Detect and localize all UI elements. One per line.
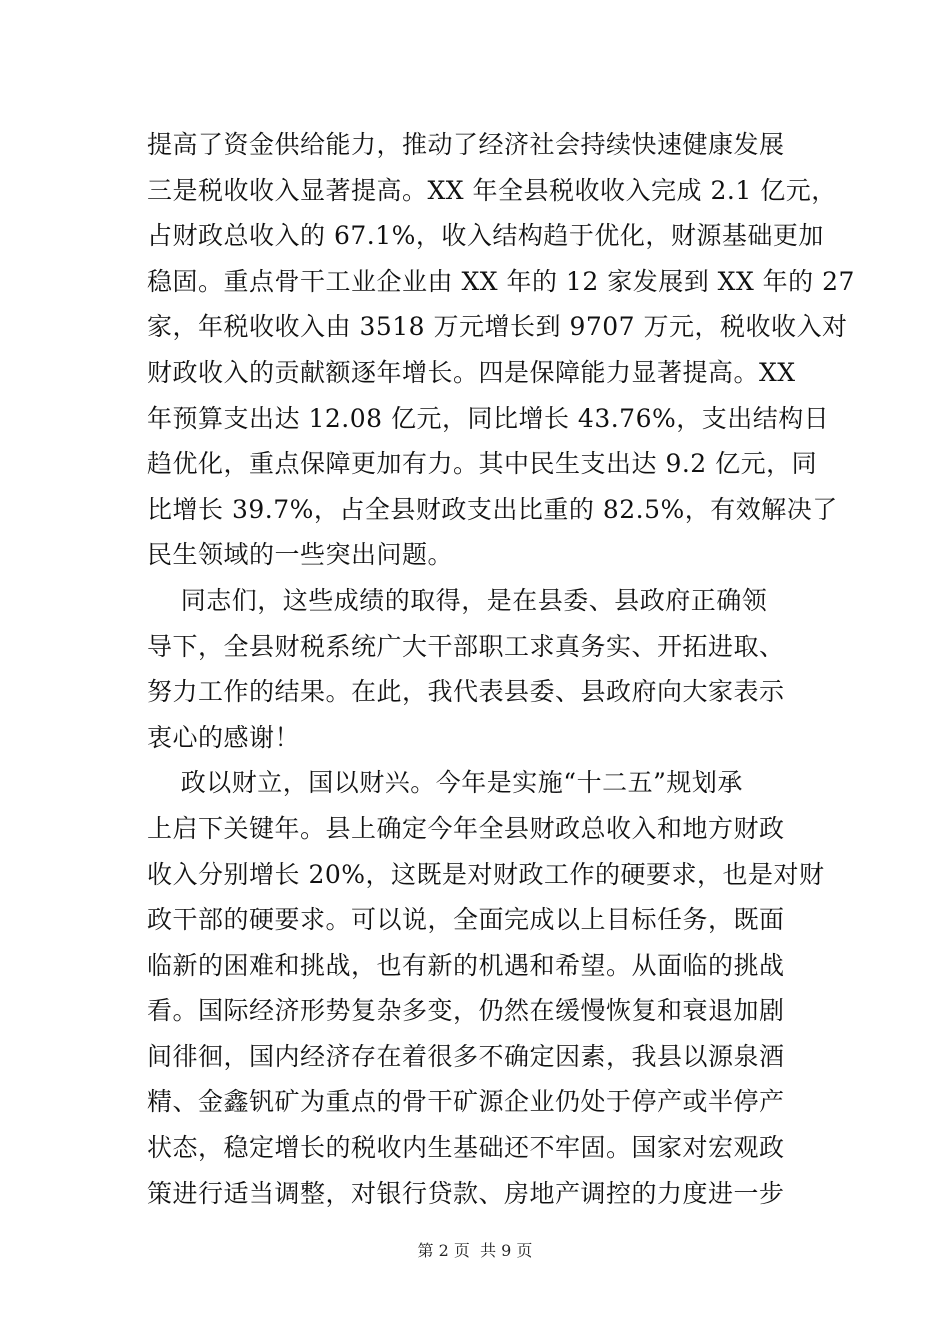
text-line: 占财政总收入的 67.1%，收入结构趋于优化，财源基础更加 bbox=[147, 221, 824, 251]
text-line: 上启下关键年。县上确定今年全县财政总收入和地方财政 bbox=[147, 813, 785, 843]
text-line: 年预算支出达 12.08 亿元，同比增长 43.76%，支出结构日 bbox=[147, 403, 830, 433]
text-line: 财政收入的贡献额逐年增长。四是保障能力显著提高。XX bbox=[147, 357, 796, 387]
body-text bbox=[147, 122, 855, 1216]
page-footer: 第 2 页 共 9 页 bbox=[417, 1241, 533, 1260]
text-line: 精、金鑫钒矿为重点的骨干矿源企业仍处于停产或半停产 bbox=[147, 1087, 785, 1117]
text-line: 三是税收收入显著提高。XX 年全县税收收入完成 2.1 亿元， bbox=[147, 175, 837, 205]
text-line: 衷心的感谢！ bbox=[147, 722, 301, 752]
text-line: 比增长 39.7%，占全县财政支出比重的 82.5%，有效解决了 bbox=[147, 494, 838, 524]
text-line: 稳固。重点骨干工业企业由 XX 年的 12 家发展到 XX 年的 27 bbox=[147, 266, 855, 296]
text-line: 看。国际经济形势复杂多变，仍然在缓慢恢复和衰退加剧 bbox=[147, 996, 785, 1026]
text-line: 民生领域的一些突出问题。 bbox=[147, 540, 454, 570]
text-line: 间徘徊，国内经济存在着很多不确定因素，我县以源泉酒 bbox=[147, 1041, 785, 1071]
text-line: 政以财立，国以财兴。今年是实施“十二五”规划承 bbox=[147, 768, 743, 798]
text-line: 提高了资金供给能力，推动了经济社会持续快速健康发展 bbox=[147, 130, 785, 159]
text-line: 导下，全县财税系统广大干部职工求真务实、开拓进取、 bbox=[147, 631, 785, 661]
text-line: 状态，稳定增长的税收内生基础还不牢固。国家对宏观政 bbox=[147, 1133, 785, 1163]
text-line: 策进行适当调整，对银行贷款、房地产调控的力度进一步 bbox=[147, 1178, 785, 1208]
text-line: 趋优化，重点保障更加有力。其中民生支出达 9.2 亿元，同 bbox=[147, 449, 818, 479]
text-line: 努力工作的结果。在此，我代表县委、县政府向大家表示 bbox=[147, 677, 785, 707]
text-line: 家，年税收收入由 3518 万元增长到 9707 万元，税收收入对 bbox=[147, 312, 848, 342]
text-line: 政干部的硬要求。可以说，全面完成以上目标任务，既面 bbox=[147, 905, 785, 935]
text-line: 临新的困难和挑战，也有新的机遇和希望。从面临的挑战 bbox=[147, 950, 785, 980]
text-line: 收入分别增长 20%，这既是对财政工作的硬要求，也是对财 bbox=[147, 859, 825, 889]
text-line: 同志们，这些成绩的取得，是在县委、县政府正确领 bbox=[147, 585, 768, 615]
